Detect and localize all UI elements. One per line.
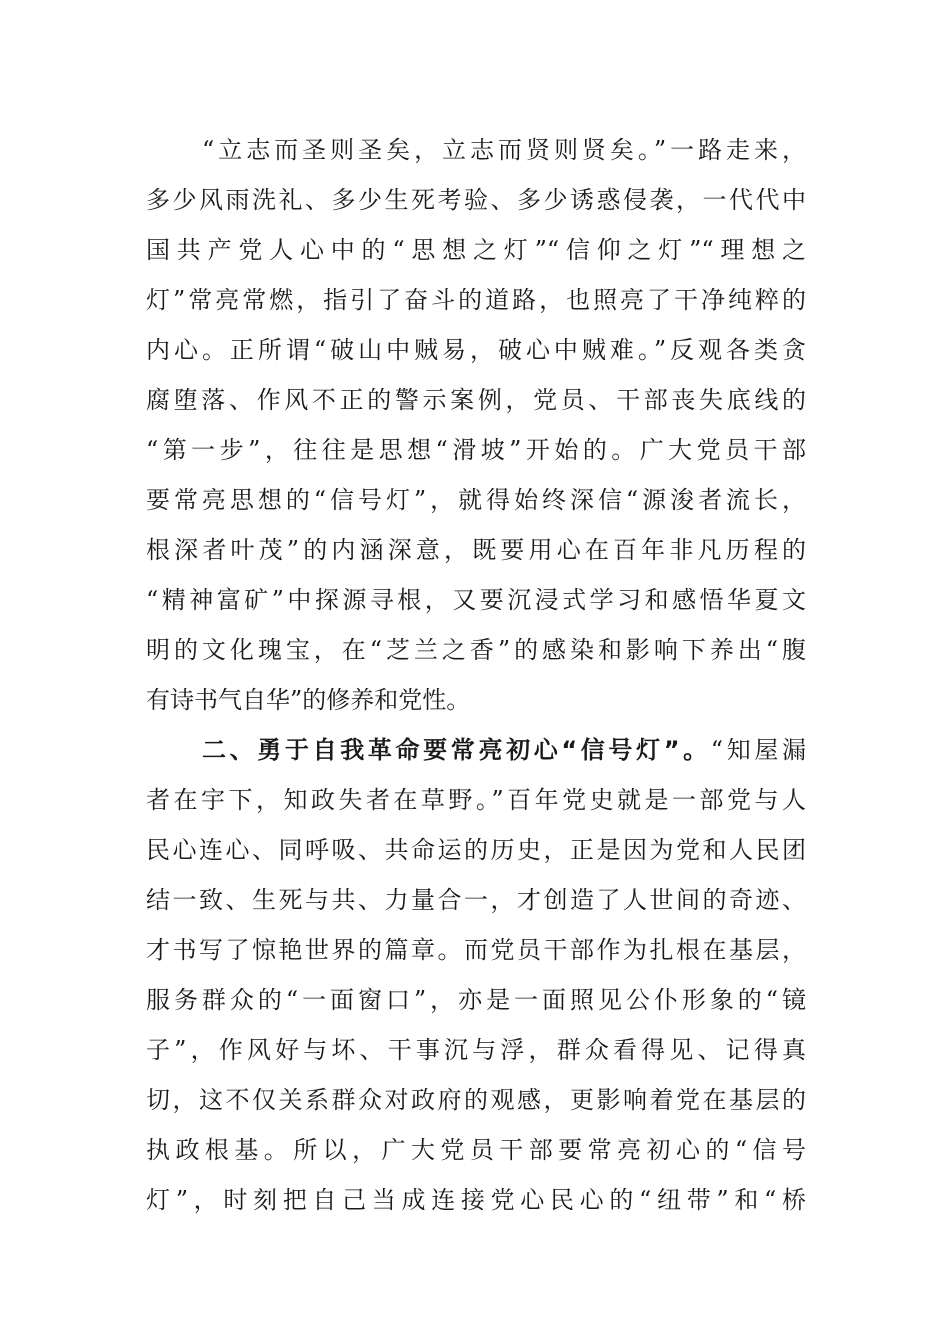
text-line: “第一步”，往往是思想“滑坡”开始的。广大党员干部 xyxy=(146,436,806,464)
text-line: “立志而圣则圣矣，立志而贤则贤矣。”一路走来， xyxy=(202,136,806,164)
text-line: 明的文化瑰宝，在“芝兰之香”的感染和影响下养出“腹 xyxy=(146,636,806,664)
text-line: 国共产党人心中的“思想之灯”“信仰之灯”“理想之 xyxy=(146,236,806,264)
text-line: 内心。正所谓“破山中贼易，破心中贼难。”反观各类贪 xyxy=(146,336,806,364)
text-line: 根深者叶茂”的内涵深意，既要用心在百年非凡历程的 xyxy=(146,536,806,564)
text-line: 灯”常亮常燃，指引了奋斗的道路，也照亮了干净纯粹的 xyxy=(146,286,806,314)
text-line: 民心连心、同呼吸、共命运的历史，正是因为党和人民团 xyxy=(146,836,806,864)
text-line: 服务群众的“一面窗口”，亦是一面照见公仆形象的“镜 xyxy=(146,986,806,1014)
text-line: 才书写了惊艳世界的篇章。而党员干部作为扎根在基层， xyxy=(146,936,806,964)
text-line: 灯”，时刻把自己当成连接党心民心的“纽带”和“桥 xyxy=(146,1186,806,1214)
text-line: 子”，作风好与坏、干事沉与浮，群众看得见、记得真 xyxy=(146,1036,806,1064)
heading-line-rest: “知屋漏 xyxy=(710,736,806,764)
text-line: 腐堕落、作风不正的警示案例，党员、干部丧失底线的 xyxy=(146,386,806,414)
text-line: 有诗书气自华”的修养和党性。 xyxy=(146,686,471,714)
section-heading: 二、勇于自我革命要常亮初心“信号灯”。 xyxy=(202,736,711,764)
text-line: 者在宇下，知政失者在草野。”百年党史就是一部党与人 xyxy=(146,786,806,814)
paragraph-2 xyxy=(146,725,806,1225)
heading-line xyxy=(146,725,806,775)
text-line: 结一致、生死与共、力量合一，才创造了人世间的奇迹、 xyxy=(146,886,806,914)
paragraph-1 xyxy=(146,125,806,725)
text-line: 要常亮思想的“信号灯”，就得始终深信“源浚者流长， xyxy=(146,486,806,514)
text-line: 执政根基。所以，广大党员干部要常亮初心的“信号 xyxy=(146,1136,806,1164)
text-line: “精神富矿”中探源寻根，又要沉浸式学习和感悟华夏文 xyxy=(146,586,806,614)
document-body xyxy=(146,125,806,1225)
text-line: 多少风雨洗礼、多少生死考验、多少诱惑侵袭，一代代中 xyxy=(146,186,806,214)
text-line: 切，这不仅关系群众对政府的观感，更影响着党在基层的 xyxy=(146,1086,806,1114)
